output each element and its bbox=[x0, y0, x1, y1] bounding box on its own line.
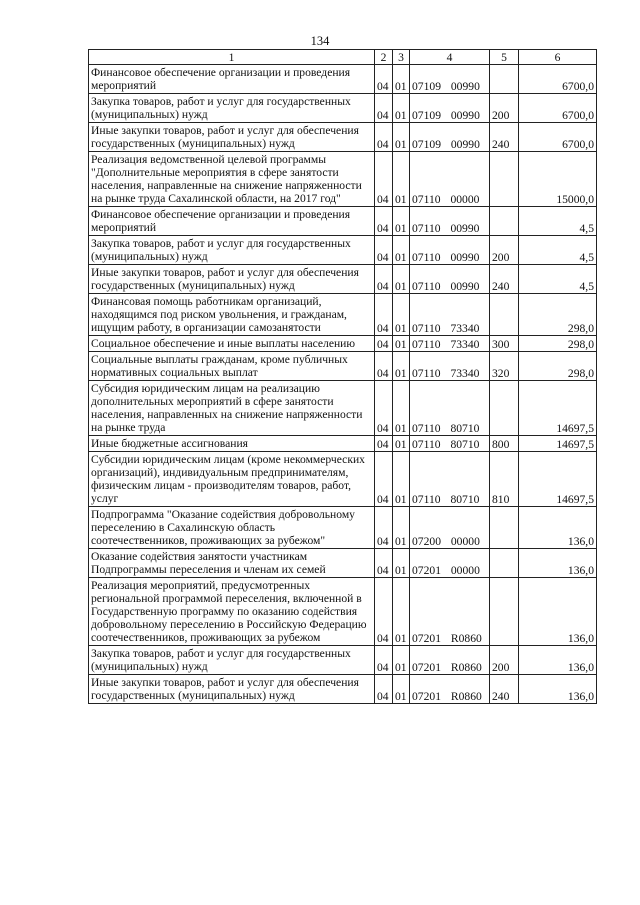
row-description: Реализация мероприятий, предусмотренных региональной программой переселения, включенной в Государственную программу по оказанию содействия добровольному переселению в Российскую Федерацию соотечественников, проживающих за рубежом bbox=[89, 578, 375, 646]
row-code-subsection: 01 bbox=[393, 452, 410, 507]
row-code-target: 07109 00990 bbox=[410, 65, 490, 94]
row-amount: 14697,5 bbox=[519, 436, 597, 452]
row-code-expense-type bbox=[490, 65, 519, 94]
column-header: 5 bbox=[490, 50, 519, 65]
table-row bbox=[89, 294, 597, 336]
row-code-target: 07110 73340 bbox=[410, 352, 490, 381]
row-code-expense-type bbox=[490, 381, 519, 436]
table-row bbox=[89, 549, 597, 578]
row-code-subsection: 01 bbox=[393, 236, 410, 265]
row-amount: 6700,0 bbox=[519, 65, 597, 94]
row-description: Финансовое обеспечение организации и проведения мероприятий bbox=[89, 207, 375, 236]
table-row bbox=[89, 123, 597, 152]
row-code-target: 07201 00000 bbox=[410, 549, 490, 578]
row-description: Иные закупки товаров, работ и услуг для обеспечения государственных (муниципальных) нужд bbox=[89, 265, 375, 294]
row-code-section: 04 bbox=[375, 507, 393, 549]
row-code-expense-type: 240 bbox=[490, 123, 519, 152]
row-code-target: 07201 R0860 bbox=[410, 675, 490, 704]
row-code-section: 04 bbox=[375, 646, 393, 675]
row-code-expense-type bbox=[490, 507, 519, 549]
row-code-expense-type: 800 bbox=[490, 436, 519, 452]
row-code-target: 07110 73340 bbox=[410, 294, 490, 336]
row-description: Иные закупки товаров, работ и услуг для обеспечения государственных (муниципальных) нужд bbox=[89, 123, 375, 152]
row-code-subsection: 01 bbox=[393, 436, 410, 452]
row-code-subsection: 01 bbox=[393, 507, 410, 549]
row-amount: 4,5 bbox=[519, 236, 597, 265]
row-code-subsection: 01 bbox=[393, 578, 410, 646]
row-code-expense-type bbox=[490, 549, 519, 578]
column-header: 2 bbox=[375, 50, 393, 65]
row-code-subsection: 01 bbox=[393, 265, 410, 294]
row-amount: 136,0 bbox=[519, 507, 597, 549]
row-code-subsection: 01 bbox=[393, 675, 410, 704]
column-header: 3 bbox=[393, 50, 410, 65]
row-description: Иные бюджетные ассигнования bbox=[89, 436, 375, 452]
table-row bbox=[89, 646, 597, 675]
table-row bbox=[89, 207, 597, 236]
table-row bbox=[89, 65, 597, 94]
row-amount: 298,0 bbox=[519, 336, 597, 352]
row-amount: 14697,5 bbox=[519, 452, 597, 507]
row-code-target: 07201 R0860 bbox=[410, 646, 490, 675]
row-code-section: 04 bbox=[375, 452, 393, 507]
row-code-subsection: 01 bbox=[393, 65, 410, 94]
row-code-expense-type: 240 bbox=[490, 265, 519, 294]
table-body bbox=[89, 65, 597, 704]
table-row bbox=[89, 265, 597, 294]
row-code-target: 07110 80710 bbox=[410, 381, 490, 436]
row-code-target: 07110 80710 bbox=[410, 452, 490, 507]
row-description: Финансовая помощь работникам организаций, находящимся под риском увольнения, и гражданам, ищущим работу, в организации самозанятости bbox=[89, 294, 375, 336]
row-code-section: 04 bbox=[375, 294, 393, 336]
row-description: Социальные выплаты гражданам, кроме публичных нормативных социальных выплат bbox=[89, 352, 375, 381]
row-amount: 6700,0 bbox=[519, 123, 597, 152]
row-code-section: 04 bbox=[375, 549, 393, 578]
budget-table bbox=[88, 49, 597, 704]
row-description: Субсидии юридическим лицам (кроме некоммерческих организаций), индивидуальным предпринимателям, физическим лицам - производителям товаров, работ, услуг bbox=[89, 452, 375, 507]
row-code-section: 04 bbox=[375, 352, 393, 381]
row-description: Иные закупки товаров, работ и услуг для обеспечения государственных (муниципальных) нужд bbox=[89, 675, 375, 704]
row-code-target: 07110 00000 bbox=[410, 152, 490, 207]
row-amount: 298,0 bbox=[519, 352, 597, 381]
row-amount: 4,5 bbox=[519, 207, 597, 236]
row-code-expense-type: 320 bbox=[490, 352, 519, 381]
row-description: Реализация ведомственной целевой программы "Дополнительные мероприятия в сфере занятости населения, направленные на снижение напряженности на рынке труда Сахалинской области, на 2017 год" bbox=[89, 152, 375, 207]
row-amount: 6700,0 bbox=[519, 94, 597, 123]
row-code-expense-type bbox=[490, 294, 519, 336]
row-code-section: 04 bbox=[375, 436, 393, 452]
table-row bbox=[89, 236, 597, 265]
row-code-subsection: 01 bbox=[393, 352, 410, 381]
row-description: Субсидия юридическим лицам на реализацию дополнительных мероприятий в сфере занятости населения, направленных на снижение напряженности на рынке труда bbox=[89, 381, 375, 436]
row-code-target: 07201 R0860 bbox=[410, 578, 490, 646]
table-row bbox=[89, 578, 597, 646]
table-row bbox=[89, 94, 597, 123]
row-code-expense-type: 240 bbox=[490, 675, 519, 704]
column-header: 6 bbox=[519, 50, 597, 65]
table-row bbox=[89, 507, 597, 549]
row-amount: 136,0 bbox=[519, 646, 597, 675]
table-header-row bbox=[89, 50, 597, 65]
table-row bbox=[89, 152, 597, 207]
row-code-subsection: 01 bbox=[393, 94, 410, 123]
row-code-subsection: 01 bbox=[393, 336, 410, 352]
row-code-expense-type: 810 bbox=[490, 452, 519, 507]
column-header: 1 bbox=[89, 50, 375, 65]
row-code-section: 04 bbox=[375, 236, 393, 265]
row-code-section: 04 bbox=[375, 265, 393, 294]
row-code-expense-type: 200 bbox=[490, 236, 519, 265]
row-code-expense-type: 200 bbox=[490, 94, 519, 123]
table-row bbox=[89, 436, 597, 452]
row-description: Социальное обеспечение и иные выплаты населению bbox=[89, 336, 375, 352]
row-code-target: 07110 00990 bbox=[410, 265, 490, 294]
row-code-subsection: 01 bbox=[393, 123, 410, 152]
row-code-target: 07110 80710 bbox=[410, 436, 490, 452]
row-amount: 4,5 bbox=[519, 265, 597, 294]
row-code-section: 04 bbox=[375, 123, 393, 152]
row-description: Финансовое обеспечение организации и проведения мероприятий bbox=[89, 65, 375, 94]
page-number: 134 bbox=[310, 34, 330, 48]
row-amount: 136,0 bbox=[519, 549, 597, 578]
table-row bbox=[89, 352, 597, 381]
row-amount: 136,0 bbox=[519, 578, 597, 646]
row-code-section: 04 bbox=[375, 578, 393, 646]
column-header: 4 bbox=[410, 50, 490, 65]
row-description: Закупка товаров, работ и услуг для государственных (муниципальных) нужд bbox=[89, 236, 375, 265]
row-code-subsection: 01 bbox=[393, 152, 410, 207]
row-code-target: 07110 00990 bbox=[410, 236, 490, 265]
row-code-subsection: 01 bbox=[393, 207, 410, 236]
row-code-subsection: 01 bbox=[393, 294, 410, 336]
row-code-section: 04 bbox=[375, 381, 393, 436]
table-row bbox=[89, 336, 597, 352]
row-description: Закупка товаров, работ и услуг для государственных (муниципальных) нужд bbox=[89, 94, 375, 123]
row-description: Закупка товаров, работ и услуг для государственных (муниципальных) нужд bbox=[89, 646, 375, 675]
row-description: Оказание содействия занятости участникам Подпрограммы переселения и членам их семей bbox=[89, 549, 375, 578]
row-code-expense-type bbox=[490, 152, 519, 207]
row-code-target: 07110 00990 bbox=[410, 207, 490, 236]
row-code-target: 07109 00990 bbox=[410, 123, 490, 152]
row-code-section: 04 bbox=[375, 675, 393, 704]
row-code-expense-type: 300 bbox=[490, 336, 519, 352]
table-row bbox=[89, 675, 597, 704]
row-code-target: 07200 00000 bbox=[410, 507, 490, 549]
row-code-expense-type bbox=[490, 578, 519, 646]
row-code-section: 04 bbox=[375, 336, 393, 352]
row-amount: 14697,5 bbox=[519, 381, 597, 436]
row-code-expense-type: 200 bbox=[490, 646, 519, 675]
row-code-subsection: 01 bbox=[393, 381, 410, 436]
row-code-section: 04 bbox=[375, 207, 393, 236]
row-code-section: 04 bbox=[375, 94, 393, 123]
row-description: Подпрограмма "Оказание содействия добровольному переселению в Сахалинскую область соотечественников, проживающих за рубежом" bbox=[89, 507, 375, 549]
row-code-subsection: 01 bbox=[393, 549, 410, 578]
row-code-expense-type bbox=[490, 207, 519, 236]
row-code-target: 07110 73340 bbox=[410, 336, 490, 352]
row-amount: 15000,0 bbox=[519, 152, 597, 207]
row-code-subsection: 01 bbox=[393, 646, 410, 675]
table-row bbox=[89, 381, 597, 436]
row-amount: 298,0 bbox=[519, 294, 597, 336]
row-code-target: 07109 00990 bbox=[410, 94, 490, 123]
table-row bbox=[89, 452, 597, 507]
row-amount: 136,0 bbox=[519, 675, 597, 704]
row-code-section: 04 bbox=[375, 152, 393, 207]
row-code-section: 04 bbox=[375, 65, 393, 94]
